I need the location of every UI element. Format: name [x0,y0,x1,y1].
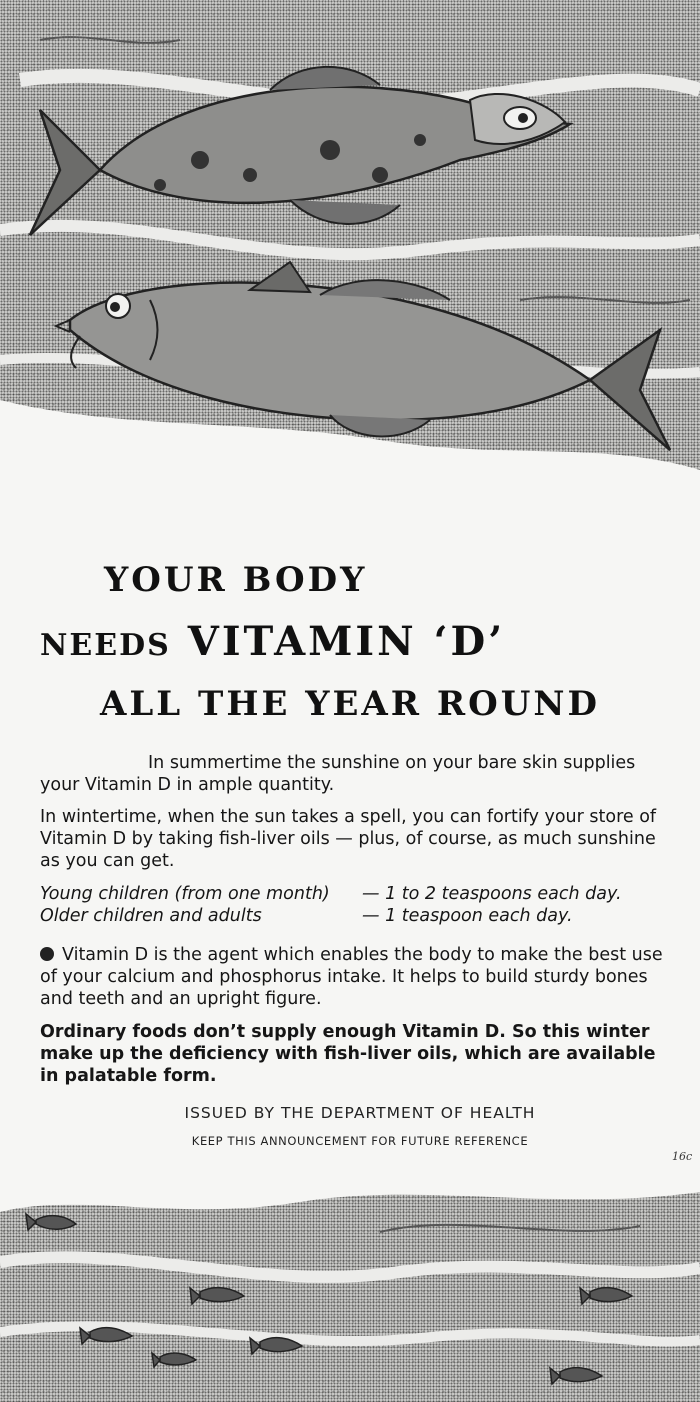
paragraph-summer-text: In summertime the sunshine on your bare skin supplies your Vitamin D in ample quantity. [40,753,636,795]
dosage-who: Young children (from one month) [40,884,330,904]
water-waves-bottom [0,1172,700,1402]
fish-illustration-bottom [0,1172,700,1402]
paragraph-agent-text: Vitamin D is the agent which enables the body to make the best use of your calcium and phosphorus intake. It helps to build sturdy bones and teeth and an upright figure. [40,945,663,1009]
headline-line-1: YOUR BODY [104,560,368,600]
dosage-who: Older children and adults [40,906,262,926]
fish-illustration-top [0,0,700,560]
paragraph-agent [40,944,668,1010]
paragraph-winter: In wintertime, when the sun takes a spell, you can fortify your store of Vitamin D by taking fish-liver oils — plus, of course, as much sunshine as you can get. [40,807,657,871]
dosage-amount: — 1 teaspoon each day. [362,906,573,926]
headline-line-2 [40,618,700,665]
water-waves-top [0,0,700,560]
dosage-table [40,883,668,927]
small-fish-group [26,1214,632,1402]
issued-by: ISSUED BY THE DEPARTMENT OF HEALTH [184,1104,536,1122]
reference-code: 16c [672,1150,693,1163]
paragraph-summer [40,752,668,796]
paragraph-ordinary: Ordinary foods don’t supply enough Vitamin D. So this winter make up the deficiency with fish-liver oils, which are available in palatable form. [40,1022,656,1086]
headline-needs: NEEDS [40,628,171,663]
dosage-amount: — 1 to 2 teaspoons each day. [362,884,622,904]
dosage-row [40,883,668,905]
headline-vitamin-d: VITAMIN ‘D’ [187,618,506,665]
bullet-icon [40,947,54,961]
headline-line-3: ALL THE YEAR ROUND [100,684,600,724]
keep-notice: KEEP THIS ANNOUNCEMENT FOR FUTURE REFERENCE [191,1134,529,1148]
dosage-row [40,905,668,927]
